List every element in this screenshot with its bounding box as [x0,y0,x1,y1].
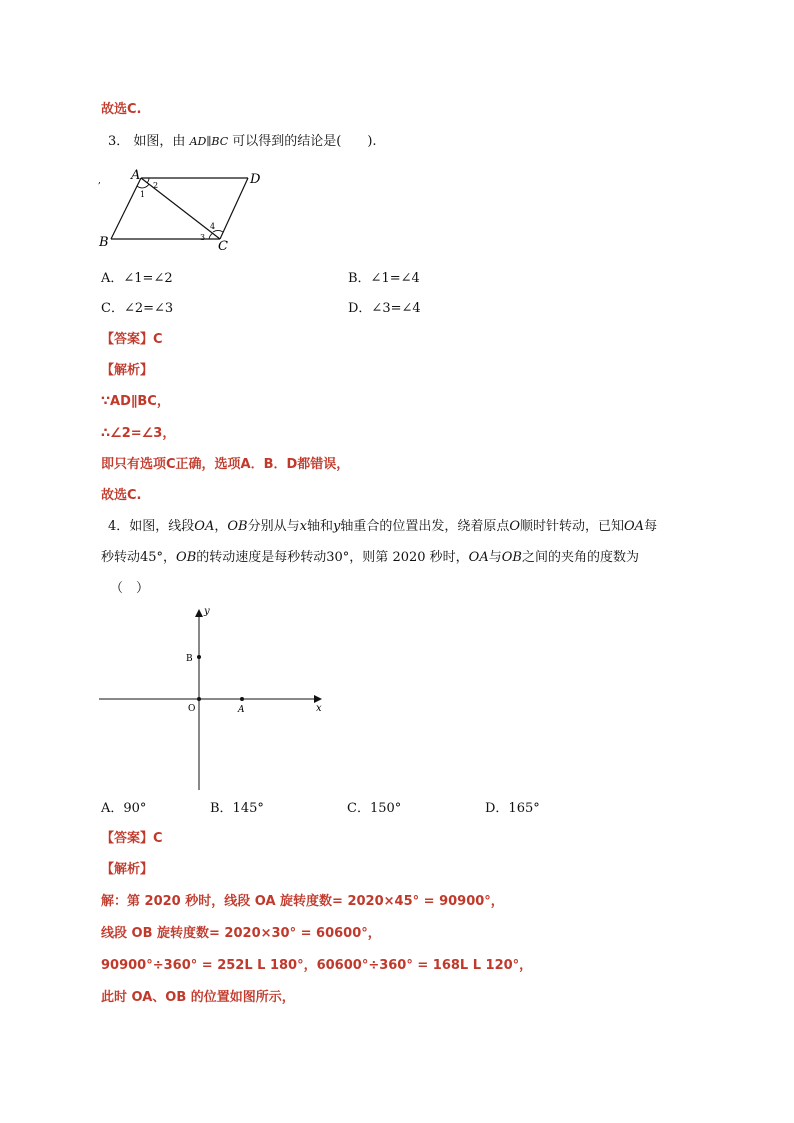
q4-stem-line-1 [108,518,657,536]
q3-parallelogram-figure [96,166,271,251]
label-angle-4: 4 [210,222,216,231]
q3-condition: AD∥BC [189,135,229,148]
label-y: y [204,606,210,617]
segment-dc [220,178,248,239]
q4-var: x [299,519,307,534]
q3-analysis-line-1: ∵AD∥BC， [101,394,170,409]
q4-text: 轴和 [306,519,333,534]
q4-solution-line-1: 解：第 2020 秒时，线段 OA 旋转度数= 2020×45° = 90900°， [101,894,504,909]
q3-stray-mark: , [98,176,101,186]
q3-option-c: C．∠2=∠3 [101,301,174,316]
label-x: x [316,703,322,714]
label-b: B [186,654,193,664]
point-a [240,697,244,701]
q3-analysis-line-3: 即只有选项C正确，选项A．B．D都错误， [101,457,350,472]
q4-var: OA [468,550,489,565]
q4-text: 顺时针转动，已知 [520,519,625,534]
segment-ab [111,178,141,239]
q4-text: 如图，线段 [129,519,195,534]
q4-var: O [509,519,520,534]
q4-axes-figure [96,604,336,794]
q3-analysis-label: 【解析】 [101,363,154,378]
q4-text: 之间的夹角的度数为 [521,550,639,565]
q4-var: OB [227,519,248,534]
q4-solution-line-3: 90900°÷360° = 252L L 180°，60600°÷360° = 168L L 120°， [101,958,533,973]
q4-solution-line-4: 此时 OA、OB 的位置如图所示， [101,990,295,1005]
point-o [197,697,201,701]
q3-number: 3． [108,134,130,149]
q4-text: 与 [488,550,502,565]
label-o: O [188,704,196,714]
previous-conclusion: 故选C. [101,102,142,117]
label-angle-2: 2 [153,181,159,190]
q4-var: OA [194,519,215,534]
q4-text: 轴重合的位置出发，绕着原点 [340,519,510,534]
q4-var: y [332,519,341,534]
label-a: A [238,705,245,715]
label-b: B [99,235,109,250]
q4-option-d: D．165° [485,801,540,816]
q3-option-b: B．∠1=∠4 [348,271,420,286]
q3-option-d: D．∠3=∠4 [348,301,421,316]
q4-stem-line-2 [101,549,639,567]
x-axis-arrow-icon [314,695,322,703]
label-c: C [218,239,228,251]
q3-answer: 【答案】C [101,332,163,347]
q4-var: OA [624,519,645,534]
label-d: D [250,172,261,187]
q4-option-c: C．150° [347,801,402,816]
q4-solution-line-2: 线段 OB 旋转度数= 2020×30° = 60600°， [101,926,381,941]
q3-stem-post: 可以得到的结论是( ). [228,134,377,149]
q4-analysis-label: 【解析】 [101,862,154,877]
q4-option-a: A．90° [101,801,147,816]
q3-stem [108,133,377,151]
q4-text: 每 [644,519,658,534]
q4-stem-line-3: （ ） [110,581,150,596]
q3-option-a: A．∠1=∠2 [101,271,173,286]
label-angle-1: 1 [140,190,146,199]
q4-option-b: B．145° [210,801,264,816]
q4-var: OB [501,550,522,565]
point-b [197,655,201,659]
q4-text: 的转动速度是每秒转动30°，则第 2020 秒时， [196,550,469,565]
q3-stem-pre: 如图，由 [133,134,190,149]
angle-arc-3 [209,233,213,239]
q4-number: 4． [108,519,130,534]
q4-text: ， [214,519,228,534]
q4-answer: 【答案】C [101,831,163,846]
label-a: A [131,168,141,183]
angle-arc-1 [137,184,149,188]
y-axis-arrow-icon [195,609,203,617]
q3-analysis-line-2: ∴∠2=∠3， [101,426,176,441]
label-angle-3: 3 [200,233,206,242]
angle-arc-2 [147,178,149,183]
q4-var: OB [176,550,197,565]
q4-text: 秒转动45°， [101,550,177,565]
q4-text: 分别从与 [247,519,300,534]
q3-analysis-line-4: 故选C. [101,488,142,503]
